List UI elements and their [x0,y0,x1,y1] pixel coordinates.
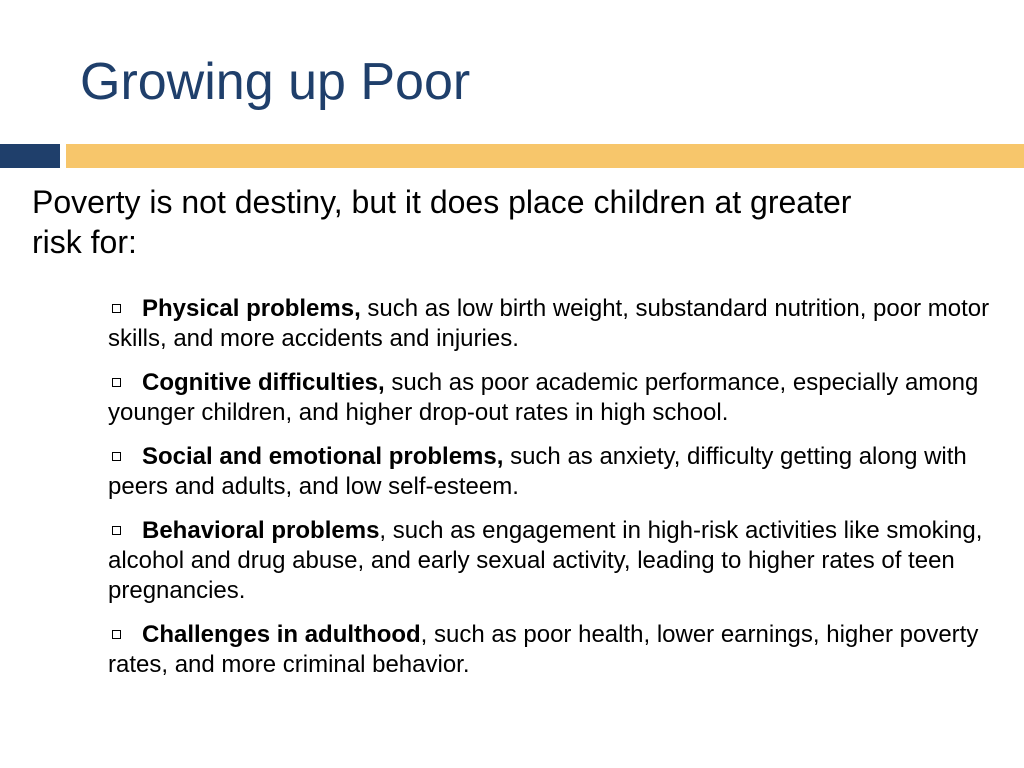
risk-item-title: Behavioral problems [142,517,380,544]
hollow-square-bullet-icon [112,304,121,313]
hollow-square-bullet-icon [112,526,121,535]
risk-item-title: Physical problems, [142,295,361,322]
risk-item-description: such as poor academic performance, especially among younger children, and higher drop-out rates in high school. [108,369,979,426]
risk-item-challenges-in-adulthood [108,620,1000,680]
slide-title: Growing up Poor [80,53,471,111]
risk-item-behavioral-problems [108,516,1000,606]
hollow-square-bullet-icon [112,378,121,387]
hollow-square-bullet-icon [112,630,121,639]
risk-item-title: Social and emotional problems, [142,443,504,470]
risk-item-title: Cognitive difficulties, [142,369,385,396]
risk-item-description: such as low birth weight, substandard nutrition, poor motor skills, and more accidents and injuries. [108,295,990,352]
risk-item-physical-problems [108,294,1000,354]
risk-item-description: , such as engagement in high-risk activities like smoking, alcohol and drug abuse, and early sexual activity, leading to higher rates of teen pregnancies. [108,517,983,604]
risk-item-title: Challenges in adulthood [142,621,421,648]
title-rule-gold-segment [66,144,1024,168]
risk-item-description: , such as poor health, lower earnings, higher poverty rates, and more criminal behavior. [108,621,979,678]
intro-text: Poverty is not destiny, but it does place children at greater risk for: [32,184,852,260]
risk-list [108,294,1000,694]
hollow-square-bullet-icon [112,452,121,461]
title-rule-blue-segment [0,144,60,168]
risk-item-description: such as anxiety, difficulty getting along with peers and adults, and low self-esteem. [108,443,967,500]
risk-item-cognitive-difficulties [108,368,1000,428]
risk-item-social-emotional-problems [108,442,1000,502]
